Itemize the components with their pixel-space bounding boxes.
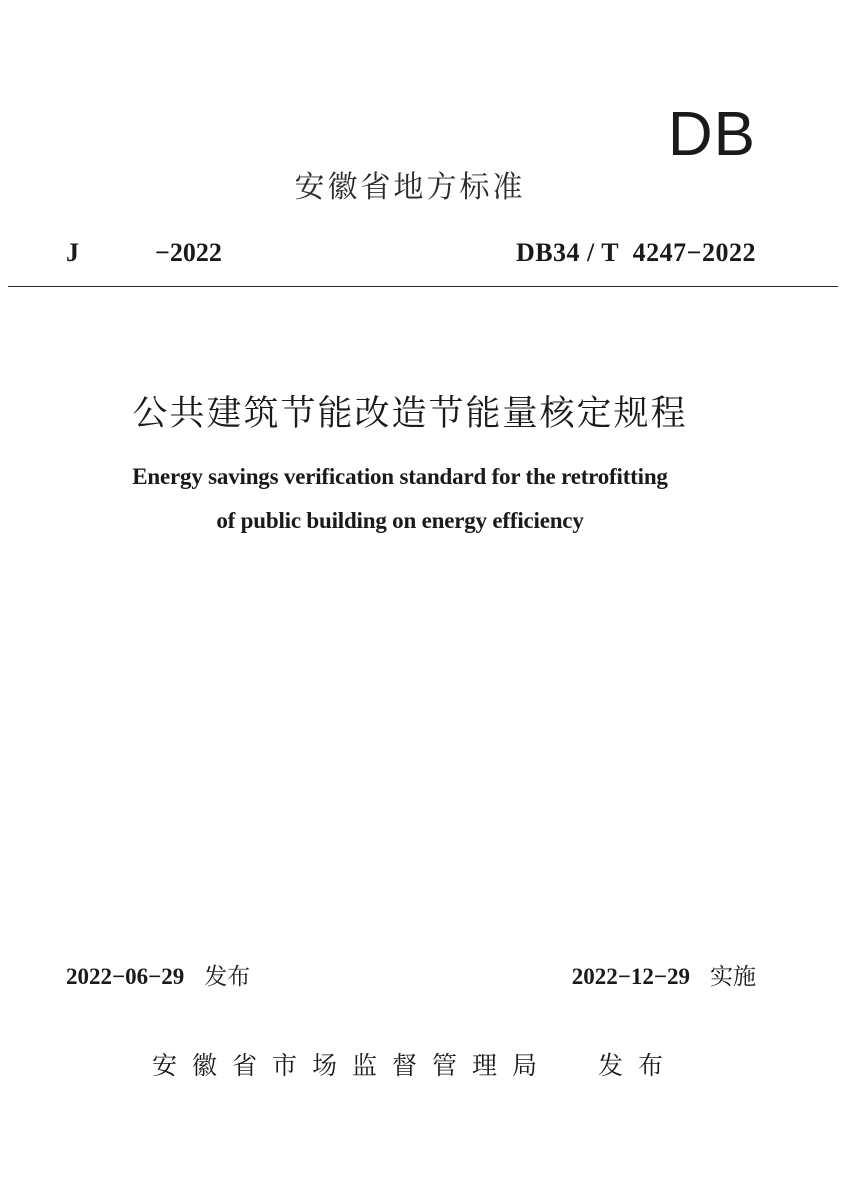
implement-label: 实施 bbox=[710, 964, 756, 990]
implement-date: 2022−12−29 bbox=[571, 964, 690, 989]
issue-date: 2022−06−29 bbox=[66, 964, 185, 989]
issuer-line: 安徽省市场监督管理局 发布 bbox=[152, 1051, 678, 1080]
issue-label: 发布 bbox=[204, 964, 251, 990]
db-logo: DB bbox=[667, 100, 756, 169]
record-year: −2022 bbox=[155, 238, 222, 267]
page-title-english-line2: of public building on energy efficiency bbox=[216, 508, 584, 533]
implement-date-block bbox=[572, 958, 756, 991]
standard-type-label: 安徽省地方标准 bbox=[294, 170, 526, 205]
header-divider bbox=[8, 286, 838, 287]
page-title-english-line1: Energy savings verification standard for the retrofitting bbox=[132, 464, 668, 489]
standard-number: DB34 / T 4247−2022 bbox=[515, 238, 756, 267]
issue-date-block bbox=[66, 958, 250, 991]
page-title-chinese: 公共建筑节能改造节能量核定规程 bbox=[132, 394, 688, 434]
record-prefix: J bbox=[66, 238, 79, 267]
